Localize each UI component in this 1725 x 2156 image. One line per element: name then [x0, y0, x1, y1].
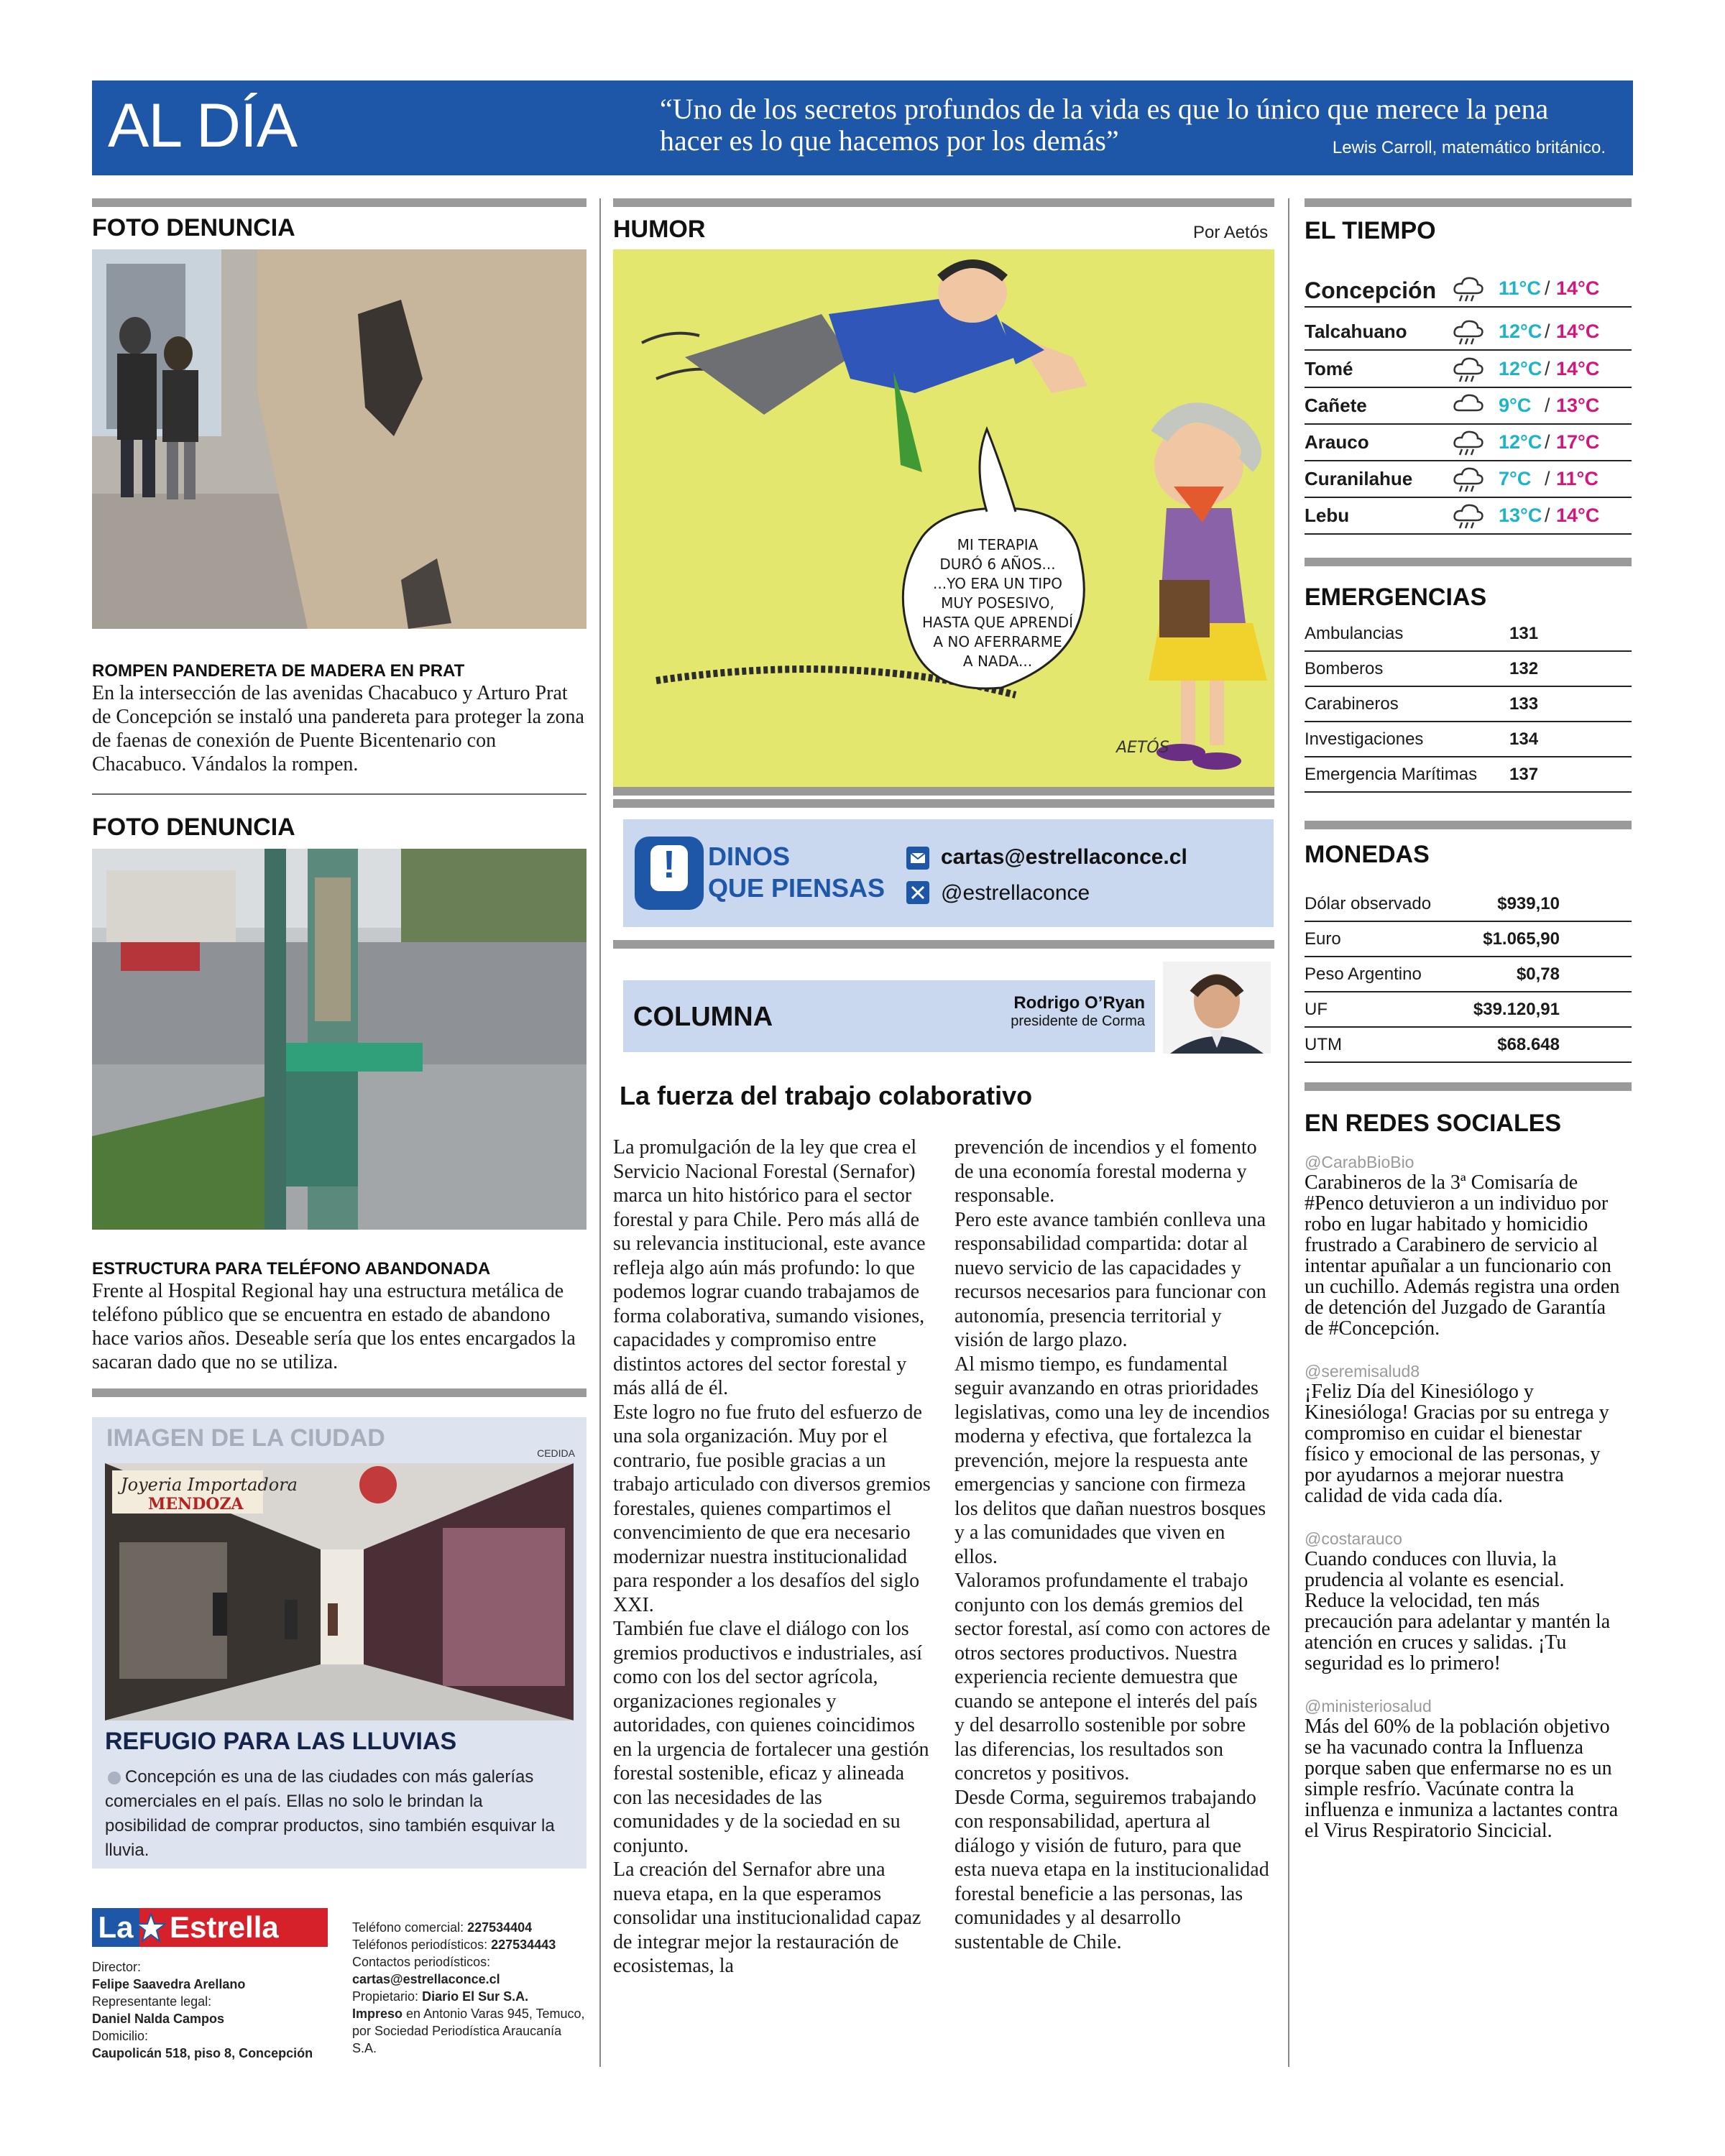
speech-bubble-line: HASTA QUE APRENDÍ	[921, 614, 1074, 631]
masthead-staff: Director: Felipe Saavedra Arellano Representante legal: Daniel Nalda Campos Domicilio: Caupolicán 518, piso 8, Concepción	[92, 1960, 313, 2060]
emergency-number: 134	[1509, 729, 1539, 749]
currency-value: $1.065,90	[1483, 929, 1560, 949]
social-post-text: Carabineros de la 3ª Comisaría de #Penco detuvieron a un individuo por robo en lugar habitado y homicidio frustrado a Carabinero de servicio al intentar apuñalar a un funcionario con un cuchillo. Además registra una orden de detención del Juzgado de Garantía de #Concepción.	[1305, 1171, 1620, 1340]
divider	[92, 793, 586, 795]
emergency-row	[1305, 722, 1632, 757]
emergency-number: 132	[1509, 659, 1539, 678]
email-link[interactable]: cartas@estrellaconce.cl	[941, 845, 1187, 869]
social-post	[1305, 1529, 1621, 1674]
temp-min: 9°C	[1499, 395, 1532, 416]
divider	[1305, 198, 1632, 207]
emergencias-heading: EMERGENCIAS	[1305, 584, 1487, 611]
currency-name: Dólar observado	[1305, 894, 1432, 913]
x-handle-link[interactable]: @estrellaconce	[941, 881, 1090, 905]
rain-cloud-icon	[1452, 428, 1485, 457]
social-post	[1305, 1697, 1621, 1841]
weather-city: Cañete	[1305, 395, 1367, 416]
redes-feed	[1305, 1153, 1621, 1864]
temp-min: 12°C	[1499, 358, 1542, 379]
photo-broken-fence	[92, 249, 586, 629]
temp-max: 14°C	[1556, 321, 1600, 342]
weather-city: Curanilahue	[1305, 468, 1413, 489]
divider	[1305, 558, 1632, 566]
mail-icon	[906, 847, 929, 870]
social-post	[1305, 1362, 1621, 1506]
header-quote: “Uno de los secretos profundos de la vida es que lo único que merece la pena hacer es lo que hacemos por los demás”	[660, 93, 1549, 157]
cartoon-signature: AETÓS	[1116, 739, 1169, 757]
temp-separator: /	[1545, 395, 1550, 416]
currency-row	[1305, 992, 1632, 1028]
currency-name: UF	[1305, 1000, 1328, 1019]
star-icon	[135, 1912, 167, 1943]
speech-bubble-line: MUY POSESIVO,	[941, 594, 1054, 612]
speech-bubble-line: MI TERAPIA	[957, 536, 1039, 553]
emergency-row	[1305, 652, 1632, 687]
emergency-name: Bomberos	[1305, 659, 1384, 678]
imagen-ciudad-box	[92, 1417, 586, 1869]
quote-author: Lewis Carroll, matemático británico.	[1332, 138, 1606, 157]
temp-separator: /	[1545, 505, 1550, 526]
store-sign: Joyeria Importadora	[121, 1475, 298, 1495]
humor-cartoon	[613, 249, 1274, 787]
dinos-title: DINOS QUE PIENSAS	[708, 842, 886, 903]
weather-row	[1305, 499, 1632, 535]
speech-bubble-line: ...YO ERA UN TIPO	[933, 575, 1062, 592]
author-photo	[1163, 962, 1271, 1054]
temp-min: 13°C	[1499, 505, 1542, 526]
speech-bubble-line: A NADA...	[962, 653, 1033, 670]
column-paragraph: Al mismo tiempo, es fundamental seguir avanzando en otras prioridades legislativas, como una ley de incendios moderna y efectiva, que fortalezca la prevención, mejore la respuesta ante emergencias y sancione con firmeza los delitos que dañan nuestros bosques y a las comunidades que viven en ellos.	[954, 1353, 1270, 1568]
foto-denuncia-heading: FOTO DENUNCIA	[92, 214, 295, 241]
weather-city: Talcahuano	[1305, 321, 1407, 342]
emergency-number: 137	[1509, 765, 1539, 784]
rain-cloud-icon	[1452, 275, 1485, 303]
weather-row	[1305, 425, 1632, 461]
column-divider	[599, 198, 601, 2067]
columna-label: COLUMNA	[633, 1002, 773, 1032]
temp-max: 14°C	[1556, 505, 1600, 526]
social-handle[interactable]: @ministeriosalud	[1305, 1697, 1432, 1715]
currency-value: $39.120,91	[1473, 1000, 1560, 1019]
weather-row	[1305, 462, 1632, 498]
emergency-number: 133	[1509, 694, 1539, 714]
photo-abandoned-phone-structure	[92, 849, 586, 1230]
photo-shopping-gallery	[105, 1463, 574, 1720]
temp-min: 12°C	[1499, 431, 1542, 453]
columna-author: Rodrigo O’Ryan	[1013, 993, 1145, 1013]
divider	[613, 799, 1274, 808]
column-text-right	[954, 1135, 1272, 1954]
currency-row	[1305, 887, 1632, 922]
emergency-row	[1305, 687, 1632, 722]
column-paragraph: También fue clave el diálogo con los gremios productivos e industriales, así como con los del sector agrícola, organizaciones regionales y autoridades, con quienes coincidimos en la urgencia de fortalecer una gestión forestal sostenible, eficaz y alineada con las necesidades de las comunidades y de la sociedad en su conjunto.	[613, 1618, 929, 1857]
temp-separator: /	[1545, 468, 1550, 489]
currency-value: $68.648	[1497, 1035, 1560, 1054]
currency-row	[1305, 922, 1632, 957]
temp-max: 11°C	[1556, 468, 1598, 489]
masthead-contact: Teléfono comercial: 227534404 Teléfonos periodísticos: 227534443 Contactos periodísticos: cartas@estrellaconce.cl Propietario: Diario El Sur S.A. Impreso en Antonio Varas 945, Temuco, por Sociedad Periodística Araucanía S.A.	[352, 1920, 585, 2055]
weather-city: Lebu	[1305, 505, 1350, 526]
humor-byline: Por Aetós	[1193, 223, 1269, 242]
section-title: AL DÍA	[108, 91, 298, 160]
photo-caption-text: En la intersección de las avenidas Chacabuco y Arturo Prat de Concepción se instaló una pandereta para proteger la zona de faenas de conexión de Puente Bicentenario con Chacabuco. Vándalos la rompen.	[92, 682, 584, 775]
social-post	[1305, 1153, 1621, 1339]
currency-value: $0,78	[1516, 964, 1560, 984]
photo-caption-title: ESTRUCTURA PARA TELÉFONO ABANDONADA	[92, 1259, 491, 1279]
imagen-ciudad-text: Concepción es una de las ciudades con más galerías comerciales en el país. Ellas no solo le brindan la posibilidad de comprar productos, sino también esquivar la lluvia.	[105, 1767, 555, 1860]
temp-separator: /	[1545, 321, 1550, 342]
currency-row	[1305, 1028, 1632, 1063]
rain-cloud-icon	[1452, 502, 1485, 530]
temp-separator: /	[1545, 358, 1550, 379]
column-paragraph: prevención de incendios y el fomento de una economía forestal moderna y responsable.	[954, 1136, 1257, 1207]
rain-cloud-icon	[1452, 465, 1485, 494]
temp-min: 11°C	[1499, 277, 1541, 299]
column-paragraph: Pero este avance también conlleva una responsabilidad compartida: dotar al nuevo servicio de las capacidades y recursos necesarios para funcionar con autonomía, presencia territorial y visión de largo plazo.	[954, 1208, 1266, 1351]
rain-cloud-icon	[1452, 355, 1485, 384]
social-handle[interactable]: @seremisalud8	[1305, 1362, 1420, 1381]
dinos-que-piensas-box	[623, 819, 1274, 927]
social-post-text: Cuando conduces con lluvia, la prudencia al volante es esencial. Reduce la velocidad, ten más precaución para adelantar y mantén la atención en cruces y salidas. ¡Tu seguridad es lo primero!	[1305, 1548, 1611, 1674]
speech-bubble-line: DURÓ 6 AÑOS...	[939, 556, 1056, 573]
store-sign: MENDOZA	[148, 1495, 244, 1514]
social-post-text: ¡Feliz Día del Kinesiólogo y Kinesióloga! Gracias por su entrega y compromiso en cuidar el bienestar físico y emocional de las personas, y por ayudarnos a mejorar nuestra calidad de vida cada día.	[1305, 1381, 1609, 1507]
weather-row	[1305, 389, 1632, 425]
speech-bubble-text	[922, 536, 1073, 670]
temp-separator: /	[1545, 431, 1550, 453]
section-banner	[92, 80, 1633, 175]
weather-city: Concepción	[1305, 277, 1437, 303]
emergency-row	[1305, 757, 1632, 793]
imagen-ciudad-heading: IMAGEN DE LA CIUDAD	[106, 1424, 385, 1452]
la-estrella-logo: La Estrella	[92, 1908, 328, 1947]
temp-min: 12°C	[1499, 321, 1542, 342]
column-paragraph: Desde Corma, seguiremos trabajando con responsabilidad, apertura al diálogo y visión de futuro, para que esta nueva etapa en la institucionalidad forestal beneficie a las personas, las comunidades y al desarrollo sustentable de Chile.	[954, 1786, 1269, 1953]
weather-row	[1305, 352, 1632, 388]
currency-name: Peso Argentino	[1305, 964, 1422, 984]
social-handle[interactable]: @costarauco	[1305, 1529, 1402, 1548]
photo-credit: CEDIDA	[537, 1447, 575, 1459]
exclamation-icon: !	[635, 837, 704, 910]
divider	[613, 787, 1274, 796]
currency-name: UTM	[1305, 1035, 1342, 1054]
divider	[92, 198, 586, 207]
emergency-name: Ambulancias	[1305, 624, 1404, 643]
cloud-icon	[1452, 392, 1485, 420]
divider	[92, 1388, 586, 1397]
temp-min: 7°C	[1499, 468, 1532, 489]
photo-caption-title: ROMPEN PANDERETA DE MADERA EN PRAT	[92, 661, 465, 681]
imagen-ciudad-title: REFUGIO PARA LAS LLUVIAS	[105, 1728, 457, 1755]
divider	[1305, 1082, 1632, 1091]
x-icon	[906, 881, 929, 904]
column-paragraph: Este logro no fue fruto del esfuerzo de una sola organización. Muy por el contrario, fue posible gracias a un trabajo articulado con diversos gremios forestales, quienes compartimos el convencimiento de que era necesario modernizar nuestra institucionalidad para responder a los desafíos del siglo XXI.	[613, 1401, 931, 1616]
social-handle[interactable]: @CarabBioBio	[1305, 1153, 1414, 1171]
currency-name: Euro	[1305, 929, 1341, 949]
column-title: La fuerza del trabajo colaborativo	[620, 1081, 1033, 1110]
speech-bubble-line: A NO AFERRARME	[933, 633, 1062, 650]
photo-caption-text: Frente al Hospital Regional hay una estructura metálica de teléfono público que se encuentra en estado de abandono hace varios años. Deseable sería que los entes encargados la sacaran dado que no se utiliza.	[92, 1280, 576, 1373]
column-paragraph: La promulgación de la ley que crea el Servicio Nacional Forestal (Sernafor) marca un hito histórico para el sector forestal y para Chile. Pero más allá de su relevancia institucional, este avance refleja algo aún más profundo: lo que podemos lograr cuando trabajamos de forma colaborativa, sumando visiones, capacidades y compromiso entre distintos actores del sector forestal y más allá de él.	[613, 1136, 926, 1399]
rain-cloud-icon	[1452, 318, 1485, 346]
foto-denuncia-heading: FOTO DENUNCIA	[92, 814, 295, 841]
emergency-row	[1305, 617, 1632, 652]
emergency-name: Carabineros	[1305, 694, 1399, 714]
redes-heading: EN REDES SOCIALES	[1305, 1110, 1562, 1137]
column-paragraph: La creación del Sernafor abre una nueva etapa, en la que esperamos consolidar una institucionalidad capaz de integrar mejor la restauración de ecosistemas, la	[613, 1858, 921, 1977]
columna-role: presidente de Corma	[1011, 1013, 1145, 1029]
divider	[613, 198, 1274, 207]
divider	[1305, 821, 1632, 829]
emergency-name: Emergencia Marítimas	[1305, 765, 1478, 784]
social-post-text: Más del 60% de la población objetivo se ha vacunado contra la Influenza porque saben que enfermarse no es un simple resfrío. Vacúnate contra la influenza e inmuniza a lactantes contra el Virus Respiratorio Sincicial.	[1305, 1715, 1619, 1842]
monedas-heading: MONEDAS	[1305, 841, 1430, 868]
weather-city: Arauco	[1305, 431, 1369, 453]
temp-max: 14°C	[1556, 358, 1600, 379]
tiempo-heading: EL TIEMPO	[1305, 217, 1436, 244]
weather-row	[1305, 315, 1632, 351]
temp-max: 13°C	[1556, 395, 1600, 416]
column-divider	[1288, 198, 1289, 2067]
temp-max: 14°C	[1556, 277, 1600, 299]
temp-separator: /	[1545, 277, 1550, 299]
currency-row	[1305, 957, 1632, 992]
columna-banner	[623, 980, 1155, 1052]
divider	[613, 940, 1274, 949]
weather-city: Tomé	[1305, 358, 1353, 379]
emergency-number: 131	[1509, 624, 1539, 643]
currency-value: $939,10	[1497, 894, 1560, 913]
temp-max: 17°C	[1556, 431, 1600, 453]
emergency-name: Investigaciones	[1305, 729, 1424, 749]
humor-heading: HUMOR	[613, 216, 706, 243]
weather-row	[1305, 272, 1632, 308]
column-paragraph: Valoramos profundamente el trabajo conjunto con los demás gremios del sector forestal, así como con actores de otros sectores productivos. Nuestra experiencia reciente demuestra que cuando se antepone el interés del país y del desarrollo sostenible por sobre las diferencias, los resultados son concretos y positivos.	[954, 1570, 1271, 1784]
column-text-left	[613, 1135, 931, 1978]
